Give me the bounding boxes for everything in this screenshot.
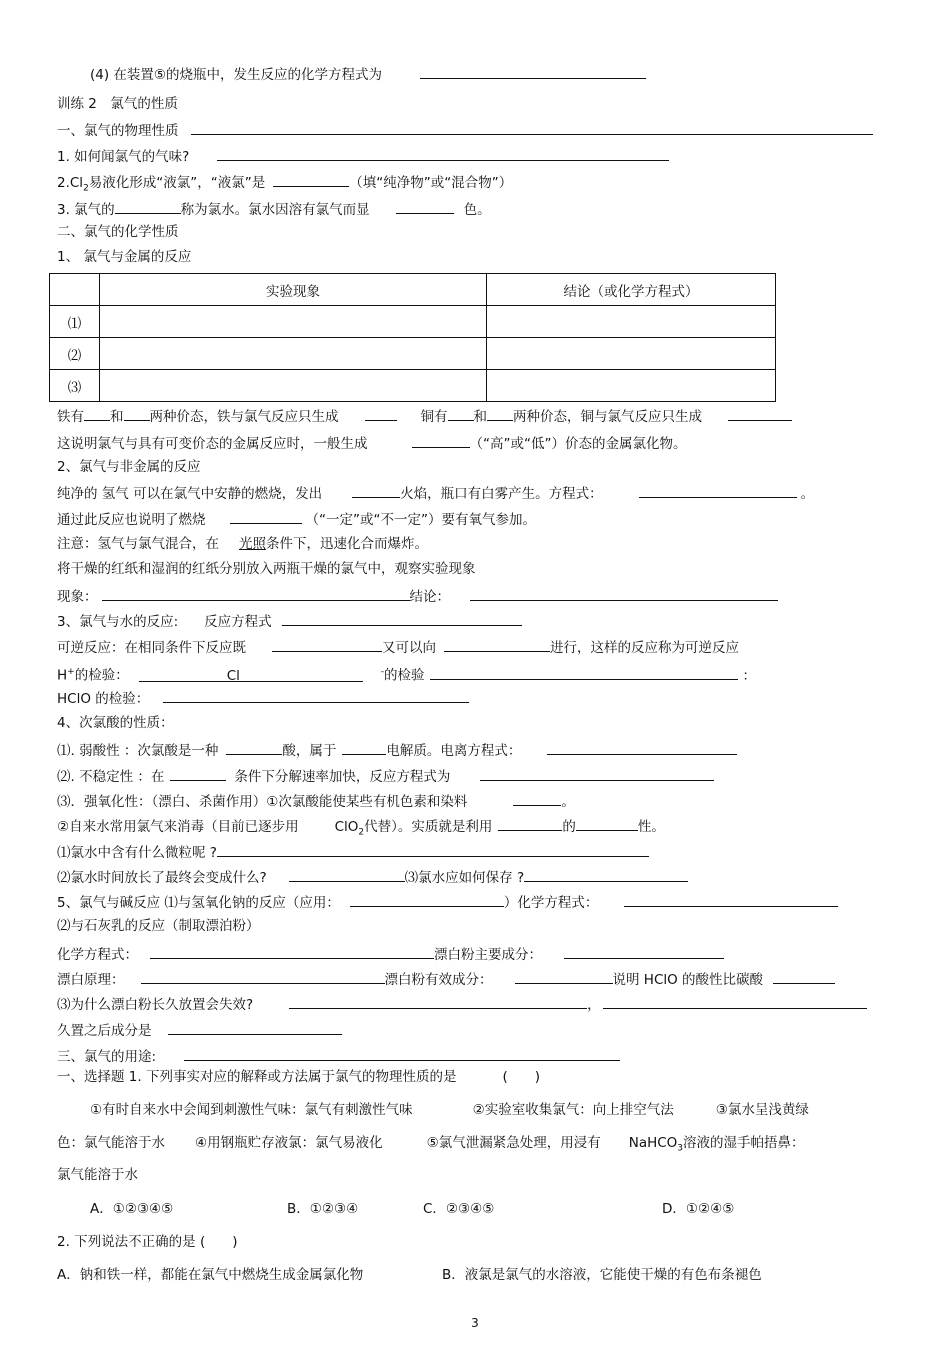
- answer-blank[interactable]: [184, 1046, 620, 1061]
- answer-blank[interactable]: [639, 483, 797, 498]
- answer-blank[interactable]: [141, 969, 385, 984]
- mc-question-2: 2. 下列说法不正确的是 ( ): [57, 1234, 238, 1250]
- disinfection-line: ②自来水常用氯气来消毒（目前已逐步用 ClO$_2$代替）。实质就是利用 的 性。: [57, 816, 665, 842]
- answer-blank[interactable]: [273, 172, 349, 187]
- answer-blank[interactable]: [470, 586, 778, 601]
- answer-blank[interactable]: [448, 406, 474, 421]
- answer-cell[interactable]: [100, 338, 487, 370]
- answer-cell[interactable]: [487, 306, 776, 338]
- section-chemical: 二、氯气的化学性质: [57, 224, 179, 240]
- answer-blank[interactable]: [230, 509, 302, 524]
- ion-test-line: H+的检验： Cl -的检验 ：: [57, 663, 756, 685]
- answer-blank[interactable]: [352, 483, 400, 498]
- page-number: 3: [471, 1316, 479, 1330]
- mc-option-a[interactable]: A．①②③④⑤: [90, 1201, 174, 1217]
- mc-question-1: 一、选择题 1. 下列事实对应的解释或方法属于氯气的物理性质的是 ( ): [57, 1069, 541, 1085]
- answer-blank[interactable]: [115, 199, 181, 214]
- mc-q2-option-b[interactable]: B．液氯是氯气的水溶液，它能使干燥的有色布条褪色: [442, 1267, 762, 1283]
- bleach-principle-line: 漂白原理： 漂白粉有效成分： 说明 HClO 的酸性比碳酸: [57, 969, 835, 989]
- mc-q1-statements-3: 氯气能溶于水: [57, 1167, 138, 1183]
- bleach-equation-line: 化学方程式： 漂白粉主要成分：: [57, 944, 724, 964]
- section-uses: 三、氯气的用途:: [57, 1046, 620, 1066]
- answer-blank[interactable]: [191, 120, 873, 135]
- answer-blank[interactable]: [170, 766, 226, 781]
- subsection-metals: 1、 氯气与金属的反应: [57, 249, 192, 265]
- answer-blank[interactable]: [430, 665, 738, 680]
- answer-blank[interactable]: [487, 406, 513, 421]
- alkali-line: 5、氯气与碱反应 ⑴与氢氧化钠的反应（应用： ）化学方程式：: [57, 892, 838, 912]
- answer-blank[interactable]: [576, 816, 638, 831]
- answer-blank[interactable]: [603, 994, 867, 1009]
- mc-q1-statements-2: 色：氯气能溶于水 ④用钢瓶贮存液氯：氯气易液化 ⑤氯气泄漏紧急处理，用浸有 NaHCO$_3$溶液的湿手帕捂鼻：: [57, 1135, 805, 1154]
- answer-blank[interactable]: [226, 740, 282, 755]
- training-title: 训练 2 氯气的性质: [57, 96, 178, 112]
- instability-line: ⑵. 不稳定性 ：在 条件下分解速率加快，反应方程式为: [57, 766, 714, 786]
- oxidizing-line: ⑶．强氧化性：（漂白、杀菌作用）①次氯酸能使某些有机色素和染料 。: [57, 791, 575, 811]
- column-header: 结论（或化学方程式）: [487, 274, 776, 306]
- mc-option-d[interactable]: D．①②④⑤: [662, 1201, 735, 1217]
- aged-composition-line: 久置之后成分是: [57, 1020, 342, 1040]
- answer-blank[interactable]: [564, 944, 724, 959]
- column-header: 实验现象: [100, 274, 487, 306]
- question-smell: 1. 如何闻氯气的气味?: [57, 146, 669, 166]
- answer-blank[interactable]: [102, 586, 410, 601]
- answer-blank[interactable]: [84, 406, 110, 421]
- answer-blank[interactable]: [412, 433, 470, 448]
- answer-blank[interactable]: [624, 892, 838, 907]
- subsection-water: 3、氯气与水的反应: 反应方程式: [57, 611, 522, 631]
- lime-line: ⑵与石灰乳的反应（制取漂泊粉）: [57, 918, 260, 934]
- red-paper-line: 将干燥的红纸和湿润的红纸分别放入两瓶干燥的氯气中，观察实验现象: [57, 561, 476, 577]
- answer-blank[interactable]: [272, 637, 382, 652]
- answer-blank[interactable]: [480, 766, 714, 781]
- answer-blank[interactable]: [547, 740, 737, 755]
- mc-q1-statements-1: ①有时自来水中会闻到刺激性气味：氯气有刺激性气味 ②实验室收集氯气：向上排空气法 ③氯水呈浅黄绿: [90, 1102, 809, 1118]
- table-row: ⑶: [50, 370, 776, 402]
- metal-conclusion-line: 这说明氯气与具有可变价态的金属反应时，一般生成 （“高”或“低”）价态的金属氯化物。: [57, 433, 686, 453]
- combustion-line: 通过此反应也说明了燃烧 （“一定”或“不一定”）要有氧气参加。: [57, 509, 536, 529]
- table-header-row: [50, 274, 776, 306]
- answer-blank[interactable]: [163, 688, 469, 703]
- answer-cell[interactable]: [487, 370, 776, 402]
- phenomenon-line: 现象： 结论：: [57, 586, 778, 606]
- storage-question: ⑵氯水时间放长了最终会变成什么? ⑶氯水应如何保存 ?: [57, 867, 688, 887]
- question-chlorine-water: 3. 氯气的 称为氯水。氯水因溶有氯气而显 色。: [57, 199, 491, 219]
- mc-q2-option-a[interactable]: A．钠和铁一样，都能在氯气中燃烧生成金属氯化物: [57, 1267, 364, 1283]
- answer-blank[interactable]: [420, 64, 646, 79]
- answer-blank[interactable]: [396, 199, 454, 214]
- question-liquid-chlorine: $2.Cl_2$易液化形成“液氯”，“液氯”是 （填“纯净物”或“混合物”）: [57, 172, 512, 198]
- answer-blank[interactable]: [342, 740, 386, 755]
- answer-blank[interactable]: [444, 637, 550, 652]
- answer-blank[interactable]: Cl: [139, 667, 363, 682]
- particles-question: ⑴氯水中含有什么微粒呢 ?: [57, 842, 649, 862]
- answer-blank[interactable]: [524, 867, 688, 882]
- answer-blank[interactable]: [365, 406, 397, 421]
- subsection-hypochlorous: 4、次氯酸的性质：: [57, 715, 174, 731]
- reaction-table: [49, 273, 776, 402]
- hydrogen-burning-line: 纯净的 氢气 可以在氯气中安静的燃烧，发出 火焰，瓶口有白雾产生。方程式： 。: [57, 483, 814, 503]
- section-physical: 一、氯气的物理性质: [57, 120, 873, 140]
- answer-blank[interactable]: [773, 969, 835, 984]
- note-line: 注意：氢气与氯气混合，在 光照条件下，迅速化合而爆炸。: [57, 536, 428, 552]
- answer-cell[interactable]: [100, 370, 487, 402]
- weak-acid-line: ⑴. 弱酸性 ：次氯酸是一种 酸，属于 电解质。电离方程式：: [57, 740, 737, 760]
- answer-blank[interactable]: [350, 892, 504, 907]
- answer-blank[interactable]: [282, 611, 522, 626]
- reversible-line: 可逆反应：在相同条件下反应既 又可以向 进行，这样的反应称为可逆反应: [57, 637, 739, 657]
- answer-blank[interactable]: [515, 969, 613, 984]
- answer-blank[interactable]: [498, 816, 562, 831]
- answer-blank[interactable]: [728, 406, 792, 421]
- answer-blank[interactable]: [217, 146, 669, 161]
- table-row: ⑵: [50, 338, 776, 370]
- answer-blank[interactable]: [168, 1020, 342, 1035]
- answer-blank[interactable]: [513, 791, 561, 806]
- answer-blank[interactable]: [289, 867, 405, 882]
- mc-option-c[interactable]: C．②③④⑤: [423, 1201, 495, 1217]
- metal-valence-line: 铁有 和 两种价态，铁与氯气反应只生成 铜有 和 两种价态，铜与氯气反应只生成: [57, 406, 792, 426]
- answer-cell[interactable]: [487, 338, 776, 370]
- answer-blank[interactable]: [124, 406, 150, 421]
- answer-blank[interactable]: [289, 994, 587, 1009]
- bleach-failure-line: ⑶为什么漂白粉长久放置会失效? ，: [57, 994, 867, 1014]
- answer-blank[interactable]: [217, 842, 649, 857]
- answer-cell[interactable]: [100, 306, 487, 338]
- answer-blank[interactable]: [150, 944, 434, 959]
- hclo-test-line: HClO 的检验：: [57, 688, 469, 708]
- mc-option-b[interactable]: B．①②③④: [287, 1201, 359, 1217]
- question-4: (4) 在装置⑤的烧瓶中，发生反应的化学方程式为: [90, 64, 646, 84]
- table-row: ⑴: [50, 306, 776, 338]
- subsection-nonmetals: 2、氯气与非金属的反应: [57, 459, 201, 475]
